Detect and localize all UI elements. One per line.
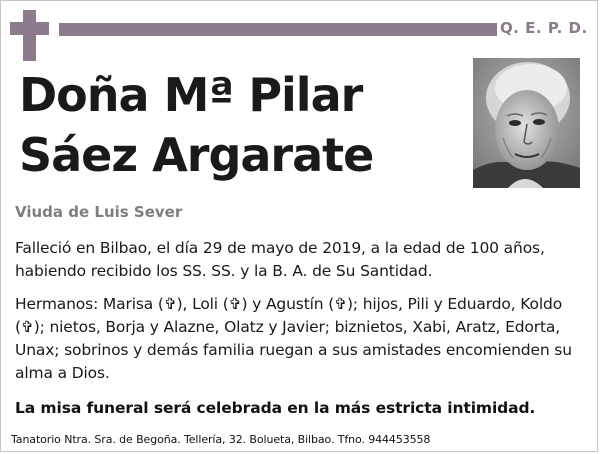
portrait-photo-drawing — [473, 58, 580, 188]
cross-horizontal-bar — [10, 22, 49, 35]
widow-subtitle: Viuda de Luis Sever — [15, 203, 183, 221]
name-line-2: Sáez Argarate — [19, 128, 374, 182]
name-line-1: Doña Mª Pilar — [19, 68, 363, 122]
portrait-photo — [473, 58, 580, 188]
death-notice-paragraph: Falleció en Bilbao, el día 29 de mayo de 2019, a la edad de 100 años, habiendo recibido los SS. SS. y la B. A. de Su Santidad. — [15, 239, 545, 280]
family-paragraph: Hermanos: Marisa (✞), Loli (✞) y Agustín (✞); hijos, Pili y Eduardo, Koldo (✞); nietos, Borja y Alazne, Olatz y Javier; biznietos, Xabi, Aratz, Edorta, Unax; sobrinos y demás familia ruegan a sus amistades encomienden su alma a Dios. — [15, 295, 572, 382]
cross-vertical-bar — [23, 10, 36, 61]
deceased-name — [19, 65, 459, 185]
funeral-mass-notice: La misa funeral será celebrada en la más estricta intimidad. — [15, 399, 536, 417]
funeral-home-footer: Tanatorio Ntra. Sra. de Begoña. Tellería, 32. Bolueta, Bilbao. Tfno. 944453558 — [11, 433, 431, 446]
qepd-label: Q. E. P. D. — [500, 19, 588, 37]
header-rule — [59, 23, 497, 36]
